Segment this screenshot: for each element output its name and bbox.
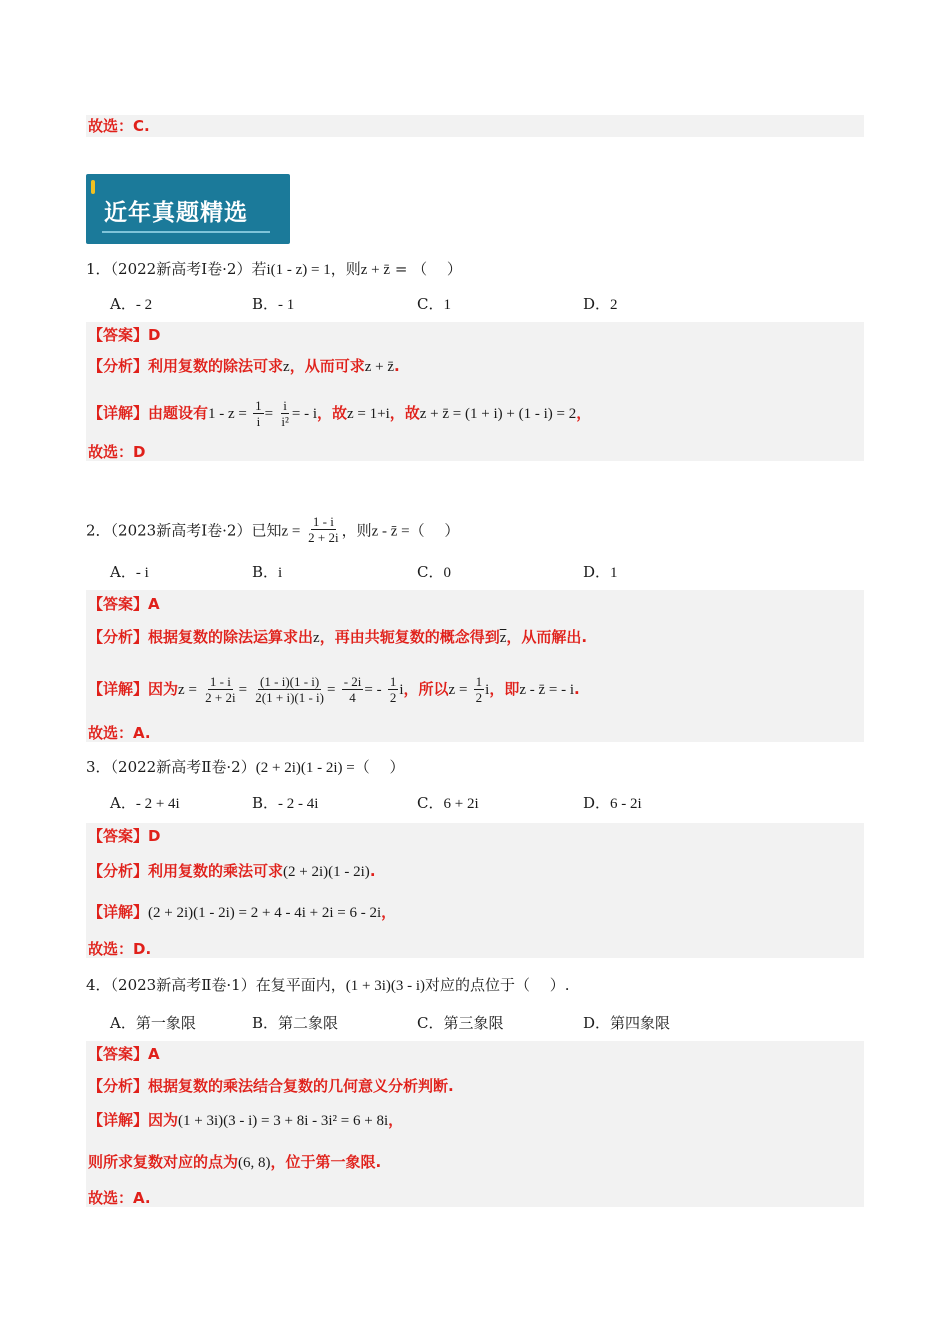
stem-text: ，则 [330, 260, 361, 278]
question-4-stem: 4．（2023新高考Ⅱ卷·1）在复平面内，(1 + 3i)(3 - i)对应的点位于（ ）. [86, 976, 570, 994]
analysis-4: 【分析】根据复数的乘法结合复数的几何意义分析判断. [88, 1077, 454, 1095]
solution-2-band [86, 590, 864, 742]
option-a: A．第一象限 [110, 1014, 196, 1032]
option-d: D．1 [583, 563, 618, 581]
top-conclusion: 故选：C. [88, 117, 150, 135]
answer-1: 【答案】D [88, 326, 161, 344]
question-source: （2022新高考Ⅰ卷·2）若 [110, 260, 267, 278]
option-d: D．2 [583, 295, 618, 313]
option-c: C．第三象限 [417, 1014, 504, 1032]
option-c: C．1 [417, 295, 451, 313]
header-accent [91, 180, 95, 194]
question-1-stem [86, 259, 462, 280]
header-underline [102, 231, 270, 233]
answer-3: 【答案】D [88, 827, 161, 845]
option-b: B．第二象限 [252, 1014, 339, 1032]
choose-2: 故选：A. [88, 724, 151, 742]
option-b: B．i [252, 563, 283, 581]
question-3-stem: 3．（2022新高考Ⅱ卷·2）(2 + 2i)(1 - 2i) =（ ） [86, 758, 405, 776]
option-a: A．- 2 + 4i [110, 794, 180, 812]
detail-1: 【详解】由题设有1 - z = $\frac{1}{i}$ = $\frac{i}{\text{i²}}$ = - i，故z = 1+i，故z + z̄ = (1 + i) + (1 - i) = 2， [88, 398, 592, 429]
option-a: A．- 2 [110, 295, 153, 313]
detail-3: 【详解】(2 + 2i)(1 - 2i) = 2 + 4 - 4i + 2i = 6 - 2i， [88, 903, 397, 921]
answer-2: 【答案】A [88, 595, 160, 613]
option-d: D．6 - 2i [583, 794, 642, 812]
detail-2: 【详解】因为z = $\frac{1 - i}{2 + 2i}$ = $\frac{(1 - i)(1 - i)}{2(1 + i)(1 - i)}$ = $\frac{- 2i}{4}$ = - $\frac{1}{2}$ i，所以z = $\frac{1}{2}$ i，即z - z̄ = - i. [88, 674, 580, 705]
solution-1-band [86, 322, 864, 461]
choose-1: 故选：D [88, 443, 146, 461]
option-c: C．0 [417, 563, 451, 581]
option-d: D．第四象限 [583, 1014, 671, 1032]
choose-3: 故选：D. [88, 940, 152, 958]
solution-3-band [86, 823, 864, 958]
blank-paren: = （ ） [390, 260, 462, 278]
choose-4: 故选：A. [88, 1189, 151, 1207]
math-expr: i(1 - z) = 1 [266, 262, 331, 278]
section-header [86, 174, 290, 244]
question-2-stem: 2．（2023新高考Ⅰ卷·2）已知z = $\frac{1 - i}{2 + 2i}$ ，则z - z̄ =（ ） [86, 514, 460, 545]
math-expr: z + z̄ [360, 262, 391, 278]
detail-4: 【详解】因为(1 + 3i)(3 - i) = 3 + 8i - 3i² = 6 + 8i， [88, 1111, 404, 1129]
option-c: C．6 + 2i [417, 794, 479, 812]
section-title: 近年真题精选 [104, 200, 248, 226]
analysis-1: 【分析】利用复数的除法可求z，从而可求z + z̄. [88, 357, 400, 375]
top-conclusion-band [86, 115, 864, 137]
detail-4-point: 则所求复数对应的点为(6, 8)，位于第一象限. [88, 1153, 382, 1171]
answer-4: 【答案】A [88, 1045, 160, 1063]
option-b: B．- 1 [252, 295, 295, 313]
option-a: A．- i [110, 563, 149, 581]
question-number: 1． [86, 260, 111, 278]
option-b: B．- 2 - 4i [252, 794, 319, 812]
analysis-2: 【分析】根据复数的除法运算求出z，再由共轭复数的概念得到$\overline{z}$，从而解出. [88, 628, 588, 646]
analysis-3: 【分析】利用复数的乘法可求(2 + 2i)(1 - 2i). [88, 862, 376, 880]
